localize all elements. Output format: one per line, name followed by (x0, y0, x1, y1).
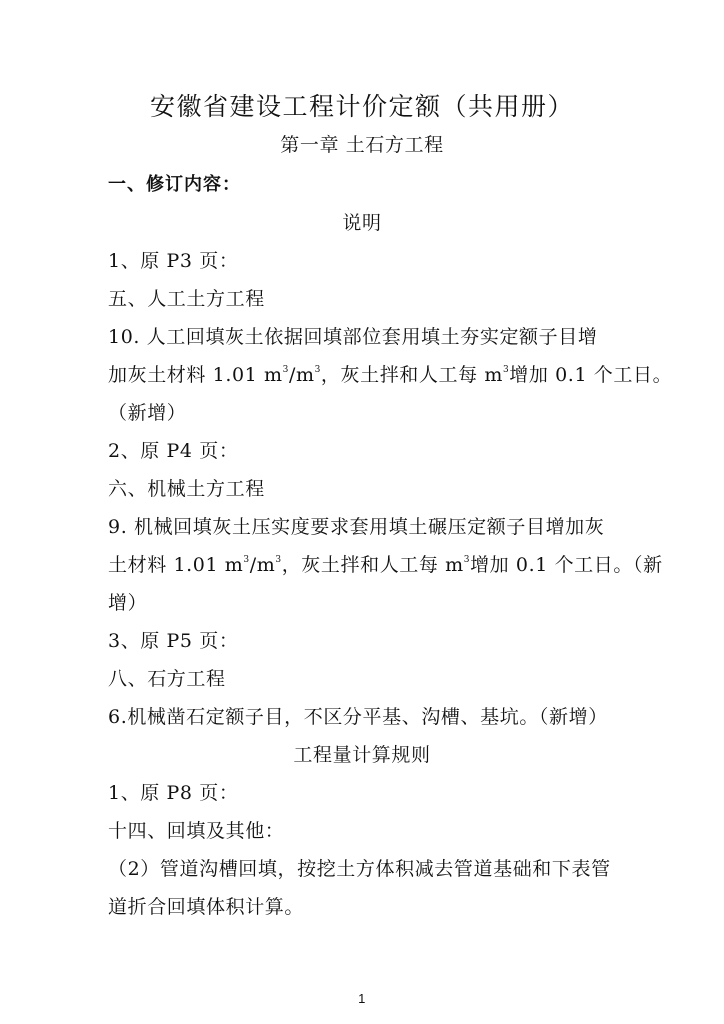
item3-section: 八、石方工程 (108, 668, 226, 690)
item2-line1: 9. 机械回填灰土压实度要求套用填土碾压定额子目增加灰 (108, 516, 605, 538)
heading-explain: 说明 (342, 212, 382, 234)
item2-source: 2、原 P4 页： (108, 440, 239, 462)
rule1-line1: （2）管道沟槽回填，按挖土方体积减去管道基础和下表管 (108, 858, 611, 880)
section-heading: 一、修订内容： (108, 174, 241, 195)
item2-line3: 增） (108, 592, 148, 614)
item3-source: 3、原 P5 页： (108, 630, 239, 652)
item2-line2: 土材料 1.01 $m^3/m^3$，灰土拌和人工每 $m^3$增加 0.1 个工日。（新 (108, 554, 663, 576)
item1-line1: 10. 人工回填灰土依据回填部位套用填土夯实定额子目增 (108, 326, 598, 348)
item1-line3: （新增） (108, 402, 187, 424)
heading-rules: 工程量计算规则 (293, 744, 431, 766)
chapter-title: 第一章 土石方工程 (280, 134, 444, 156)
page-number: 1 (358, 991, 366, 1006)
rule1-source: 1、原 P8 页： (108, 782, 239, 804)
item1-line2: 加灰土材料 1.01 $m^3/m^3$，灰土拌和人工每 $m^3$增加 0.1 个工日。 (108, 364, 673, 386)
rule1-section: 十四、回填及其他： (108, 820, 285, 842)
document-title: 安徽省建设工程计价定额（共用册） (149, 92, 574, 121)
item1-source: 1、原 P3 页： (108, 250, 239, 272)
item2-section: 六、机械土方工程 (108, 478, 265, 500)
rule1-line2: 道折合回填体积计算。 (108, 896, 305, 918)
item3-line1: 6.机械凿石定额子目，不区分平基、沟槽、基坑。（新增） (108, 706, 608, 728)
item1-section: 五、人工土方工程 (108, 288, 265, 310)
